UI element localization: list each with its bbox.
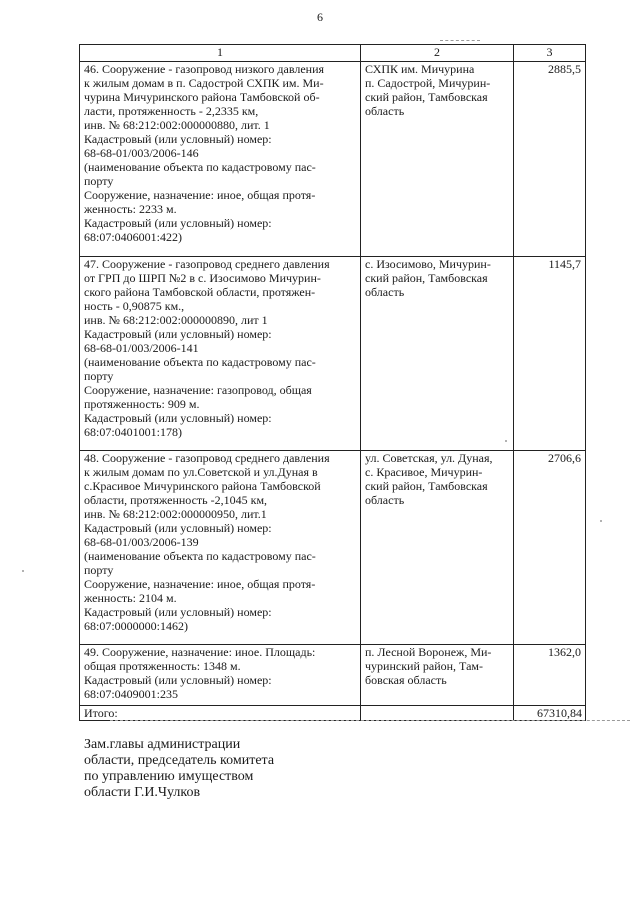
object-description-cell (80, 257, 361, 451)
scan-artifact-line (110, 720, 630, 721)
scan-artifact-line (440, 40, 480, 41)
description-line: области, протяженность -2,1045 км, (84, 493, 268, 507)
scan-speck (600, 520, 602, 522)
location-line: ский район, Тамбовская (365, 271, 488, 285)
scan-speck (22, 570, 24, 572)
total-label: Итого: (80, 706, 361, 721)
location-cell (361, 645, 514, 706)
description-line: 49. Сооружение, назначение: иное. Площадь: (84, 645, 316, 659)
description-line: инв. № 68:212:002:000000950, лит.1 (84, 507, 267, 521)
description-line: 68-68-01/003/2006-146 (84, 146, 199, 160)
property-table (79, 44, 586, 721)
description-line: 47. Сооружение - газопровод среднего давления (84, 257, 330, 271)
description-line: 68-68-01/003/2006-139 (84, 535, 199, 549)
description-line: ность - 0,90875 км., (84, 299, 185, 313)
object-description-cell (80, 451, 361, 645)
description-line: инв. № 68:212:002:000000880, лит. 1 (84, 118, 270, 132)
location-line: п. Садострой, Мичурин- (365, 76, 491, 90)
value-cell: 2706,6 (514, 451, 586, 645)
description-line: Кадастровый (или условный) номер: (84, 411, 272, 425)
location-line: чуринский район, Там- (365, 659, 483, 673)
description-line: 68-68-01/003/2006-141 (84, 341, 199, 355)
value-cell: 1145,7 (514, 257, 586, 451)
location-line: п. Лесной Воронеж, Ми- (365, 645, 492, 659)
signature-line: по управлению имуществом (84, 769, 254, 784)
description-line: (наименование объекта по кадастровому пас- (84, 549, 316, 563)
location-line: область (365, 104, 405, 118)
description-line: к жилым домам по ул.Советской и ул.Дуная в (84, 465, 318, 479)
description-line: Кадастровый (или условный) номер: (84, 216, 272, 230)
description-line: порту (84, 369, 114, 383)
location-line: с. Изосимово, Мичурин- (365, 257, 491, 271)
location-line: область (365, 493, 405, 507)
description-line: порту (84, 174, 114, 188)
location-line: ский район, Тамбовская (365, 90, 488, 104)
signature-line: области, председатель комитета (84, 753, 275, 768)
description-line: 68:07:0000000:1462) (84, 619, 188, 633)
description-line: 46. Сооружение - газопровод низкого давления (84, 62, 325, 76)
column-header-1: 1 (80, 45, 361, 62)
description-line: 68:07:0401001:178) (84, 425, 182, 439)
column-header-2: 2 (361, 45, 514, 62)
description-line: Сооружение, назначение: иное, общая протя- (84, 188, 316, 202)
description-line: женность: 2233 м. (84, 202, 177, 216)
description-line: Кадастровый (или условный) номер: (84, 605, 272, 619)
scan-speck (505, 440, 507, 442)
description-line: к жилым домам в п. Садострой СХПК им. Ми- (84, 76, 324, 90)
description-line: протяженность: 909 м. (84, 397, 200, 411)
description-line: 68:07:0406001:422) (84, 230, 182, 244)
signature-line: области Г.И.Чулков (84, 785, 201, 800)
description-line: инв. № 68:212:002:000000890, лит 1 (84, 313, 268, 327)
location-line: ский район, Тамбовская (365, 479, 488, 493)
total-value: 67310,84 (514, 706, 586, 721)
location-cell (361, 62, 514, 257)
total-row (80, 706, 586, 721)
description-line: 68:07:0409001:235 (84, 687, 179, 701)
description-line: женность: 2104 м. (84, 591, 177, 605)
description-line: 48. Сооружение - газопровод среднего давления (84, 451, 330, 465)
location-line: СХПК им. Мичурина (365, 62, 475, 76)
location-line: ул. Советская, ул. Дуная, (365, 451, 493, 465)
description-line: Кадастровый (или условный) номер: (84, 327, 272, 341)
signature-line: Зам.главы администрации (84, 737, 241, 752)
column-header-3: 3 (514, 45, 586, 62)
table-row (80, 62, 586, 257)
description-line: (наименование объекта по кадастровому пас- (84, 355, 316, 369)
description-line: порту (84, 563, 114, 577)
location-cell (361, 451, 514, 645)
description-line: от ГРП до ШРП №2 в с. Изосимово Мичурин- (84, 271, 321, 285)
description-line: (наименование объекта по кадастровому пас- (84, 160, 316, 174)
location-cell (361, 257, 514, 451)
description-line: Кадастровый (или условный) номер: (84, 521, 272, 535)
description-line: Кадастровый (или условный) номер: (84, 132, 272, 146)
description-line: Сооружение, назначение: газопровод, общая (84, 383, 312, 397)
object-description-cell (80, 645, 361, 706)
description-line: с.Красивое Мичуринского района Тамбовской (84, 479, 321, 493)
description-line: ского района Тамбовской области, протяжен- (84, 285, 316, 299)
description-line: чурина Мичуринского района Тамбовской об- (84, 90, 320, 104)
table-row (80, 451, 586, 645)
description-line: Сооружение, назначение: иное, общая протя- (84, 577, 316, 591)
location-line: область (365, 285, 405, 299)
description-line: Кадастровый (или условный) номер: (84, 673, 272, 687)
object-description-cell (80, 62, 361, 257)
table-row (80, 257, 586, 451)
signature-block (84, 737, 274, 801)
table-row (80, 645, 586, 706)
description-line: общая протяженность: 1348 м. (84, 659, 241, 673)
value-cell: 1362,0 (514, 645, 586, 706)
location-line: с. Красивое, Мичурин- (365, 465, 483, 479)
table-header-row (80, 45, 586, 62)
value-cell: 2885,5 (514, 62, 586, 257)
page-number: 6 (317, 10, 323, 24)
description-line: ласти, протяженность - 2,2335 км, (84, 104, 259, 118)
total-empty-cell (361, 706, 514, 721)
location-line: бовская область (365, 673, 447, 687)
